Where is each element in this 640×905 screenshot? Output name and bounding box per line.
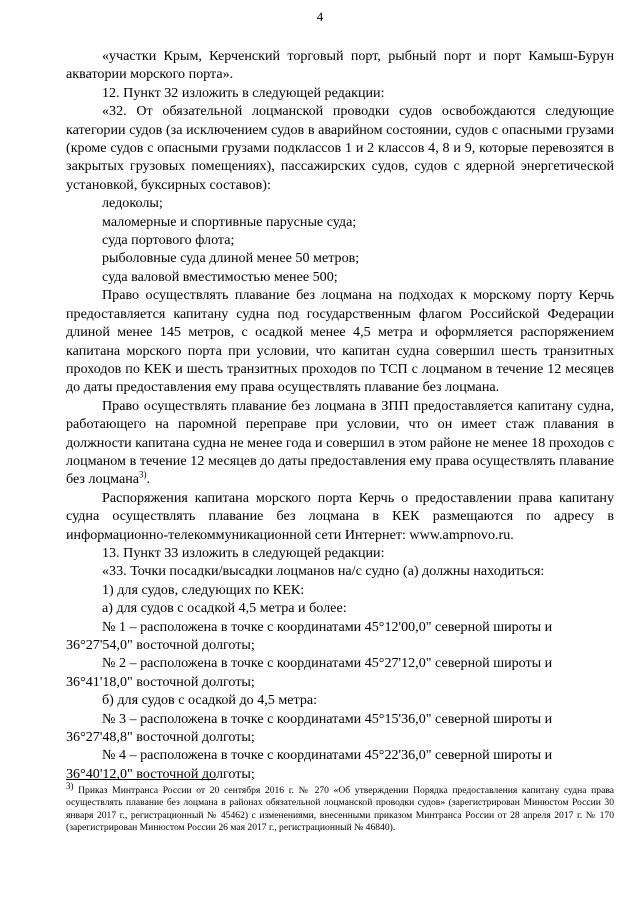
footnote-reference: 3) bbox=[139, 469, 147, 480]
paragraph: а) для судов с осадкой 4,5 метра и более: bbox=[102, 600, 347, 617]
body-text bbox=[66, 47, 614, 783]
paragraph: 1) для судов, следующих по КЕК: bbox=[102, 581, 305, 598]
footnote-marker: 3) bbox=[66, 780, 74, 791]
footnote-text: Приказ Минтранса России от 20 сентября 2016 г. № 270 «Об утверждении Порядка предоставления капитану судна права осуществлять плавание без лоцмана в районах обязательной лоцманской проводки судов» (зарегистрирован Минюстом России 30 января 2017 г., регистрационный № 45462) с изменениями, внесенными приказом Минтранса России от 28 апреля 2017 г. № 170 (зарегистрирован Минюстом России 26 мая 2017 г., регистрационный № 46840). bbox=[66, 785, 614, 834]
paragraph: 12. Пункт 32 изложить в следующей редакции: bbox=[102, 84, 385, 101]
list-item: суда портового флота; bbox=[102, 232, 235, 249]
paragraph bbox=[66, 397, 614, 489]
coordinate-line: № 1 – расположена в точке с координатами 45°12'00,0" северной широты и bbox=[102, 618, 553, 635]
paragraph: «33. Точки посадки/высадки лоцманов на/с судно (а) должны находиться: bbox=[102, 563, 545, 580]
paragraph-end: . bbox=[146, 471, 151, 488]
footnote-divider bbox=[66, 779, 216, 780]
list-item: ледоколы; bbox=[102, 195, 163, 212]
coordinate-line: № 4 – расположена в точке с координатами 45°22'36,0" северной широты и bbox=[102, 747, 553, 764]
list-item: суда валовой вместимостью менее 500; bbox=[102, 268, 338, 285]
paragraph: Право осуществлять плавание без лоцмана на подходах к морскому порту Керчь предоставляется капитану судна под государственным флагом Российской Федерации длиной менее 145 метров, с осадкой менее 4,5 метра и оформляется распоряжением капитана морского порта при условии, что капитан судна совершил шесть транзитных проходов по КЕК и шесть транзитных проходов по ТСП с лоцманом в течение 12 месяцев до даты предоставления ему права осуществлять плавание без лоцмана. bbox=[66, 287, 614, 396]
paragraph: «участки Крым, Керченский торговый порт, рыбный порт и порт Камыш-Бурун акватории морского порта». bbox=[66, 48, 614, 83]
coordinate-line: 36°41'18,0" восточной долготы; bbox=[66, 673, 255, 690]
paragraph: Распоряжения капитана морского порта Керчь о предоставлении права капитану судна осуществлять плавание без лоцмана в КЕК размещаются по адресу в информационно-телекоммуникационной сети Интернет: www.ampnovo.ru. bbox=[66, 489, 614, 543]
coordinate-line: 36°27'48,8" восточной долготы; bbox=[66, 729, 255, 746]
coordinate-line: 36°27'54,0" восточной долготы; bbox=[66, 637, 255, 653]
paragraph: б) для судов с осадкой до 4,5 метра: bbox=[102, 692, 318, 709]
footnote bbox=[66, 780, 614, 835]
page-number: 4 bbox=[316, 9, 324, 24]
coordinate-line: 36°40'12,0" восточной долготы; bbox=[66, 765, 255, 782]
coordinate-line: № 3 – расположена в точке с координатами 45°15'36,0" северной широты и bbox=[102, 710, 553, 727]
paragraph: 13. Пункт 33 изложить в следующей редакции: bbox=[102, 544, 385, 561]
paragraph-text: Право осуществлять плавание без лоцмана в ЗПП предоставляется капитану судна, работающего на паромной переправе при условии, что он имеет стаж плавания в должности капитана судна не менее года и совершил в этом районе не менее 18 проходов с лоцманом в течение 12 месяцев до даты предоставления ему права осуществлять плавание без лоцмана bbox=[66, 397, 614, 488]
list-item: рыболовные суда длиной менее 50 метров; bbox=[102, 250, 360, 267]
list-item: маломерные и спортивные парусные суда; bbox=[102, 213, 357, 230]
paragraph: «32. От обязательной лоцманской проводки судов освобождаются следующие категории судов (за исключением судов в аварийном состоянии, судов с опасными грузами (кроме судов с опасными грузами подклассов 1 и 2 классов 4, 8 и 9, которые перевозятся в закрытых грузовых помещениях), пассажирских судов, судов с ядерной энергетической установкой, буксирных составов): bbox=[66, 103, 614, 193]
coordinate-line: № 2 – расположена в точке с координатами 45°27'12,0" северной широты и bbox=[102, 655, 553, 672]
